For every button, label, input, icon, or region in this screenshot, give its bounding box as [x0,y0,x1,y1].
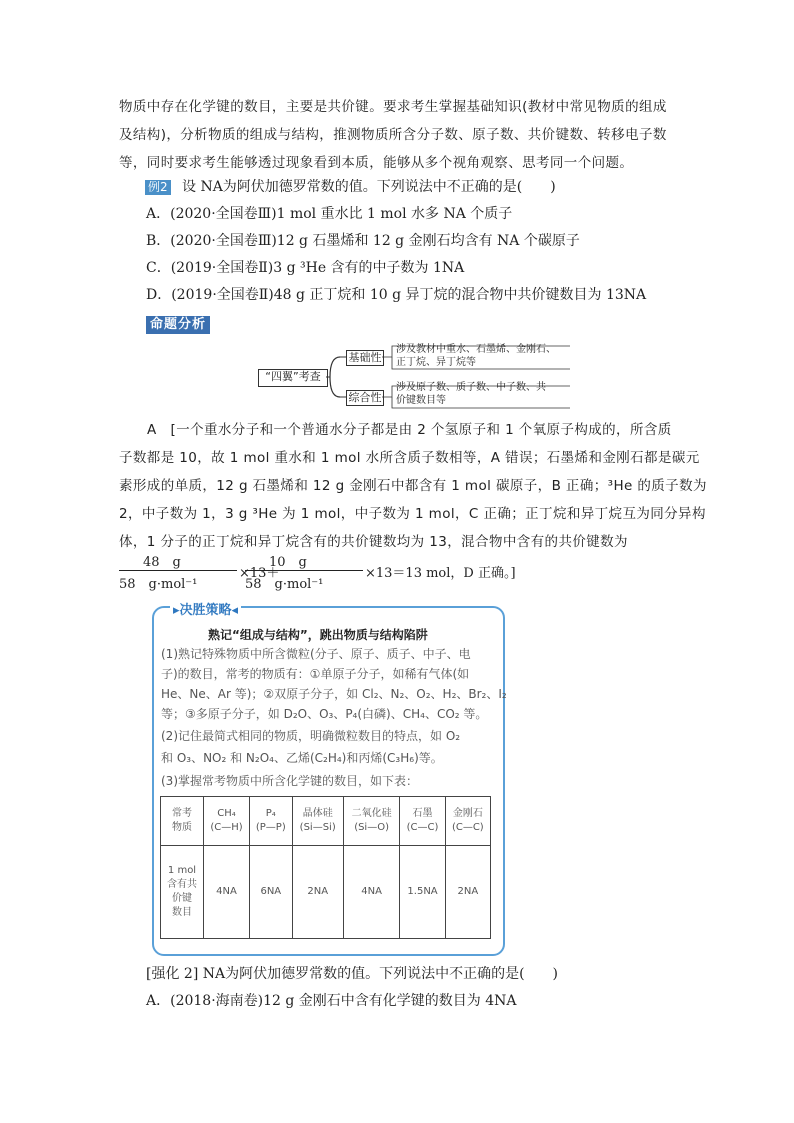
header-label-1: 常考 [172,808,192,819]
table-header-cell [250,797,293,846]
option-c: C．(2019·全国卷Ⅱ)3 g ³He 含有的中子数为 1NA [146,260,465,276]
reinforce-question: [强化 2] NA为阿伏加德罗常数的值。下列说法中不正确的是( ) [146,966,559,982]
col-name: 金刚石 [452,808,483,819]
table-header-cell [445,797,490,846]
diagram-root: “四翼”考查 [258,369,328,387]
table-cell: 2NA [292,846,343,939]
table-header-cell [292,797,343,846]
strategy-p5: (2)记住最简式相同的物质，明确微粒数目的特点，如 O₂ [161,729,461,743]
diagram-comp-text-1: 涉及原子数、质子数、中子数、共 [396,382,546,393]
strategy-p1: (1)熟记特殊物质中所含微粒(分子、原子、质子、中子、电 [161,647,471,661]
answer-line-2: 子数都是 10，故 1 mol 重水和 1 mol 水所含质子数相等，A 错误；石墨烯和金刚石都是碳元 [119,450,700,466]
col-name: 晶体硅 [302,808,333,819]
intro-line-1: 物质中存在化学键的数目，主要是共价键。要求考生掌握基础知识(教材中常见物质的组成 [119,99,667,115]
table-header-cell [161,797,204,846]
option-d: D．(2019·全国卷Ⅱ)48 g 正丁烷和 10 g 异丁烷的混合物中共价键数目为 13NA [146,287,647,303]
table-row [161,846,491,939]
table-cell: 1.5NA [400,846,445,939]
row-label-3: 价键 [172,893,192,904]
table-header-cell [204,797,250,846]
table-header-row [161,797,491,846]
col-bond: (Si—O) [354,822,389,833]
col-bond: (C—C) [451,822,484,833]
col-bond: (Si—Si) [299,822,336,833]
col-bond: (C—C) [406,822,439,833]
table-cell: 4NA [204,846,250,939]
row-label-1: 1 mol [167,865,197,876]
fraction-1-bar [119,570,237,571]
diagram-basic-text-2: 正丁烷、异丁烷等 [396,357,476,368]
header-label-2: 物质 [172,822,192,833]
option-a: A．(2020·全国卷Ⅲ)1 mol 重水比 1 mol 水多 NA 个质子 [146,206,513,222]
example-question: 设 NA为阿伏加德罗常数的值。下列说法中不正确的是( ) [182,179,556,195]
table-cell: 4NA [343,846,400,939]
row-label-4: 数目 [172,907,192,918]
answer-line-1: A [一个重水分子和一个普通水分子都是由 2 个氢原子和 1 个氧原子构成的，所含质 [147,422,672,438]
table-cell: 2NA [445,846,490,939]
strategy-title: ▸决胜策略◂ [170,599,241,618]
bond-count-table [160,796,491,939]
col-bond: (P—P) [255,822,286,833]
diagram-branch-basic: 基础性 [346,350,384,366]
fraction-1-numerator: 48 g [143,555,181,570]
fraction-2-denominator: 58 g·mol⁻¹ [245,577,324,592]
row-label-2: 含有共 [167,879,197,890]
times-1: ×13＋ [239,566,280,581]
strategy-title-text: 决胜策略 [179,603,232,618]
times-2: ×13＝13 mol，D 正确。] [365,566,516,581]
strategy-heading: 熟记“组成与结构”，跳出物质与结构陷阱 [208,628,428,642]
example-tag: 例2 [145,180,171,195]
intro-line-2: 及结构)，分析物质的组成与结构，推测物质所含分子数、原子数、共价键数、转移电子数 [119,127,667,143]
diagram-comp-text-2: 价键数目等 [396,395,446,406]
strategy-p4: 等；③多原子分子，如 D₂O、O₃、P₄(白磷)、CH₄、CO₂ 等。 [161,707,488,721]
table-header-cell [343,797,400,846]
fraction-2-numerator: 10 g [269,555,307,570]
answer-line-5: 体，1 分子的正丁烷和异丁烷含有的共价键数均为 13，混合物中含有的共价键数为 [119,534,628,550]
intro-line-3: 等，同时要求考生能够透过现象看到本质，能够从多个视角观察、思考同一个问题。 [119,155,634,171]
option-b: B．(2020·全国卷Ⅲ)12 g 石墨烯和 12 g 金刚石均含有 NA 个碳原子 [146,233,580,249]
col-name: P₄ [265,808,276,819]
fraction-1-denominator: 58 g·mol⁻¹ [119,577,198,592]
answer-line-4: 2，中子数为 1，3 g ³He 为 1 mol，中子数为 1 mol，C 正确；正丁烷和异丁烷互为同分异构 [119,506,706,522]
diagram-branch-comprehensive: 综合性 [346,390,384,406]
strategy-p3: He、Ne、Ar 等)；②双原子分子，如 Cl₂、N₂、O₂、H₂、Br₂、I₂ [161,687,507,701]
reinforce-option-a: A．(2018·海南卷)12 g 金刚石中含有化学键的数目为 4NA [146,993,517,1009]
col-bond: (C—H) [210,822,243,833]
strategy-p6: 和 O₃、NO₂ 和 N₂O₄、乙烯(C₂H₄)和丙烯(C₃H₆)等。 [161,751,443,765]
table-row-label [161,846,204,939]
answer-line-3: 素形成的单质，12 g 石墨烯和 12 g 金刚石中都含有 1 mol 碳原子，B 正确；³He 的质子数为 [119,478,707,494]
fraction-2-bar [245,570,363,571]
col-name: 石墨 [412,808,433,819]
table-cell: 6NA [250,846,293,939]
diagram-basic-text-1: 涉及教材中重水、石墨烯、金刚石、 [396,344,556,355]
strategy-p2: 子)的数目，常考的物质有：①单原子分子，如稀有气体(如 [161,667,470,681]
col-name: CH₄ [217,808,236,819]
strategy-p7: (3)掌握常考物质中所含化学键的数目，如下表： [161,774,418,788]
table-header-cell [400,797,445,846]
col-name: 二氧化硅 [351,808,392,819]
analysis-tag: 命题分析 [146,316,210,334]
